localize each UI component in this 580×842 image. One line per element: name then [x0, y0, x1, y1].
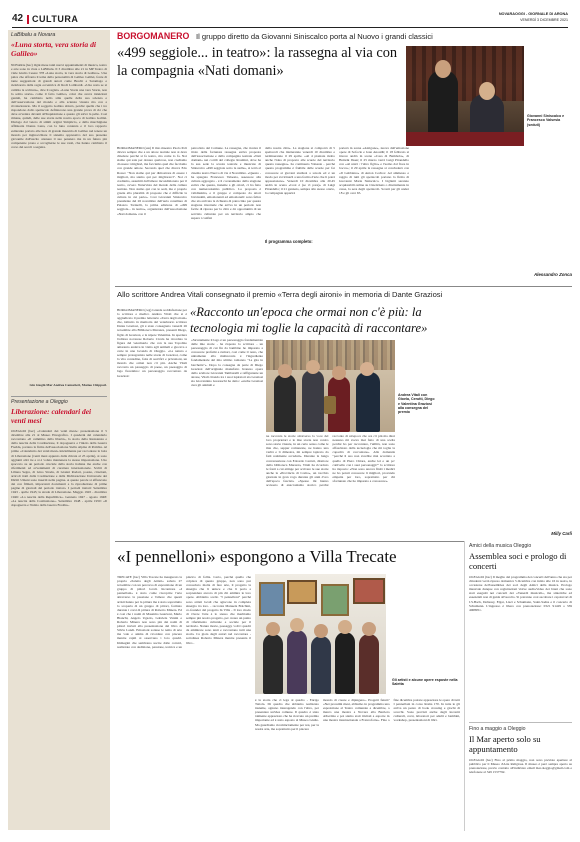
mid-story-photo — [266, 340, 395, 432]
mid-story-col-1: BORGOMANERO (ceg) Grande soddisfazione per lo scrittore e medico Andrea Vitali che si è aggiudicato il premio letterario «Terra degli aironi» che, istituito in memoria del veterinario scrittore Dante Graziosi, gli è stato consegnato venerdì 26 novembre alla Biblioteca Marazza, presenti Diego, figlio di Graziosi, e la nipote Valentina. In apertura l'editore novarese Roberto Cicala ha ricordato la figura del veterinario che con la sua Topolino amaranto andava in visita agli animali e giocava a carte in una locanda di Oleggio. «La natura e sempre protagonista nelle storie di Graziosi, come la vita contadina, fatta di sacrifici e privazioni, un mondo che ormai non c'è più. Anche Vitali racconta un passaggio di paese, un paesaggio di lago fiorentino: un personaggio raccontato da Graziosi: — [117, 308, 187, 378]
page-number: 42 — [12, 13, 24, 24]
right-sidebar-2-kicker: Fino a maggio a Oleggio — [469, 726, 526, 732]
issue-date: VENERDÌ 3 DICEMBRE 2021 — [520, 18, 568, 22]
photo-figure-4 — [356, 372, 380, 432]
bottom-story-title: «I pennelloni» espongono a Villa Trecate — [117, 547, 397, 566]
photo-heads — [278, 364, 292, 378]
top-story-col-5 — [413, 150, 483, 250]
photo-figure-2 — [302, 370, 324, 432]
section-label: CULTURA — [32, 14, 79, 24]
top-story-kicker: BORGOMANERO — [117, 31, 190, 41]
header-rule — [12, 27, 568, 28]
photo-painting-2 — [287, 580, 317, 604]
photo-curtain — [406, 46, 524, 101]
left-sidebar-2-body: OLEGGIO (bec) «Calendari dei venti mesi»: presentazione il 5 dicembre alle 21 al Museo Etnografico. I quaderni del calendario raccontano «Il cammino della libertà», la storia della Resistenza e della nascita della Costituzione, il dopoguerra e l'inizio della Guerra Fredda, portano la firma dell'associazione Stella Alpina di Pombia. Al primo «Calendario dei venti mesi» inizialmente per raccontare la lotta di Liberazione (venti mesi appunto dalla ritirata al 25 aprile), si sono aggiunti altri tre e si è voluto mantenere la stessa impostazione. Uno spaccato su un periodo cruciale della storia italiana ma anche con riferimenti ad avvenimenti di carattere internazionale. Scritti di Liliana Segre, di Gino Strada, di Gianni Rodari, poesie, citazioni, articoli tratti dalla Costituzione e dalla Dichiarazione Universale dei Diritti Umani sono inseriti nelle pagine. A queste parole si affiancano dei con filmati, importanti documenti e la riproduzione di prime pagine di giornali del periodo trattato. I periodi trattati: Settembre 1943 - aprile 1945; la strada di Liberazione. Maggio 1945 - dicembre 1946: «La nascita della Repubblica». Gennaio 1947 - agosto 1948: «La nascita della Costituzione». Settembre 1948 - aprile 1950: «Il dopoguerra e l'inizio della Guerra Fredda». — [11, 429, 107, 507]
top-story-subhead: Il gruppo diretto da Giovanni Siniscalco porta al Nuovo i grandi classici — [196, 32, 433, 41]
top-story-col-3 — [265, 146, 335, 284]
bottom-story-col-1: TRECATE (bec) Villa Trecate ha inaugurato la propria «Saletta degli Artisti» sabato 27 novembre con un percorso di esposizione di un gruppo di pittori locali. Incontrare «I pennelloni» è stato come riscoprire l'arte attraverso la passione e l'amore che questi artisti hanno per la pittura ma è stato soprattutto lo scoperta di un gruppo di pittori, formato durante i corsi di pittura di Roberto Minera. Ed è così che i nomi di Massimo Guarioni, Mario Bianchi, Angelo Ugazio, Gabriele Vanini e Roberto Minera non sono più dei nomi di pittori inviati alla presentazione del libro di Silvia Landi. Emozioni sottese le tema di arte ma vale e anima di ricordare con piacere mentre rapiti si osservano i loro quadri. Immagini che sembrano uscire dalle cornici, realizzate con dedizione, passione, tecnica e un pizzico di follia. Certo, perché quello che colpisce di questo gruppo, non sono pur conosciuto molta di fare arte, il progetto la sinergia che li unisce e che li porta a sorprendere ancora di più chi ammira le loro opere. Abbiamo scelto "I pennelloni" perché sono artisti locali che agiscono in completa sinergia tra loro. - racconta Manuela Bolchini, co-founder del progetto In Villa - Il loro modo di vivere l'arte è lo stesso che meritiamo sempre più nostro progetto, per creare un punto di riferimento culturale e sociale per il territorio. Nature morte, paesaggi, volti i quadri da ammirare sono tanti e raccontano tutti una storia. Ca gioia degli autori nel raccontare - sottolinea Roberto Minera mentre presenta il libro - — [117, 575, 251, 649]
left-sidebar-2-kicker: Presentazione a Oleggio — [11, 399, 68, 405]
bottom-story-photo-caption: Gli artisti e alcune opere esposte nella Saletta — [392, 678, 458, 687]
left-sidebar-kicker: LaBibalu a Novara — [11, 32, 56, 38]
newspaper-name: NOVARAOGGI - GIORNALE DI ARONA — [498, 12, 568, 16]
top-story-col-4: porterà in scena «Antigone», nuova dall'emozione opere di Sofocle e Jean Anouilh; il 18 febbraio si invece andrà in scena «Casa di Bambola», di Heinrik Ibsen; il 25 marzo verrà Luigi Pirandello con «Al unici / l'altro figlio» e l'uomo dal fiore in bocca»; il 29 aprile la rassegna si concluderà con «Il Gabbiano» di Anton Cechov. Ad ammesso e raggio di tutti gli spettacoli portano la firma di Giovanni Maria Siniscalco. I biglietti saranno acquistabili online su Cinetickets o direttamente in cassa, la sera degli spettacoli. Sconti per gli under 18 e gli over 65. — [339, 146, 409, 196]
mid-story-kicker: Allo scrittore Andrea Vitali consegnato il premio «Terra degli aironi» in memoria di Dante Graziosi — [117, 290, 443, 299]
mid-story-title: «Racconto un'epoca che ormai non c'è più: la tecnologia mi toglie la capacità di raccontare» — [190, 305, 428, 335]
left-sidebar-separator — [11, 396, 107, 397]
right-sidebar-body: OLEGGIO (bec) Il meglio del programma dei concerti dell'anno che sta per chiudersi verrà ripreso domenica 5 dicembre con inizio alle 16 in teatro, in occasione dell'assemblea dei soci degli Amici della musica. Prologo musicale dunque con registrazioni visive audio/video dei brani che sono stati eseguiti nei concerti dei «Venerdì musicali», ma sintetiche ed essenziali non di guida all'ascolto. Si potranno così ascoltare i capolavori di J.S.Bach, Debussy, Elgar, Liszt e Schumann, Saint-Saëns e il concerto di Schumann. L'ingresso è libero con prenotazione: 0321 91429 o 339 4068951. — [469, 575, 572, 612]
photo-artist-1 — [263, 634, 283, 694]
photo-seats — [406, 132, 524, 146]
photo-artist-4 — [335, 632, 355, 694]
top-story-photo-caption: Giovanni Siniscalco e Francesco Valsesia (seduti) — [527, 114, 565, 127]
mid-story-col-3: ne racconta le storie attraverso la voce del loro proprietari e le mie storie non contro sono storie vissute, in un certo senso come le mie che, seppur romanzate, ne hanno una verità e li dimostra, mi sempre ispirato da fatti realmente accaduti». Durante la lunga conversazione con Edoardo Cerruti, direttore della biblioteca Marazza, Vitali ha ricordato le fonti a cui attinge per scrivere le sue storie anche la «Provincia di Como», un vecchio giornale in gran voga durante gli anni d'oro dell'epoca fascista. «Spesso mi hanno accusato di anacronismo storico perché racconto di un'epoca che ora c'è più ma direi nessuno mi aveva mai fatto di una scelta perché ho per raccontare, l'utilità, non sono affascinato dalla tecnologia che mi toglie la capacità di raccontare». Alla domanda "perché il suo non avrebbe mai accettato a quello di Piero Chiara, anche lei e un po' cattivello con i suoi personaggi?" lo scrittore ha risposto: «Non sono ancora finiti i medici ne ho potuti conoscere li migliori, provando empatia per loro, soprattutto per chi sfortunato che ho imparato a conoscere». — [266, 434, 395, 488]
left-sidebar-title: «Luna storta, vera storia di Galileo» — [11, 40, 97, 58]
bottom-story-col-2: è la storia che ci lega al quadro - Enrigo Tattola. Di quadro che abbiamo realizzato insieme, ognuno interagendo con l'altro, per presentare un'idea comune. Il quadro è stato talmente apprezzato che ha ricevuto un premio importante ed è stato esposto al Museo Giulio. Ma guardiamo ricominciamente per noi, per la nostra arte, ma soprattutto per il piacere — [255, 698, 319, 731]
right-sidebar-2-body: OLEGGIO (bec) Fino al primo maggio, non sono previste aperture al pubblico per il Museo d'Arte Religiosa. Il museo è però sempre aperto su prenotazione, previo contatto all'indirizzo email mar.oleggio@gmail.com e telefonare al 349 1537792. — [469, 758, 572, 775]
photo-figure-1 — [274, 374, 296, 432]
right-sidebar-2-title: Il Mar aperto solo su appuntamento — [469, 734, 541, 754]
left-sidebar-2-title: Liberazione: calendari dei venti mesi — [11, 407, 92, 425]
photo-painting-4 — [353, 578, 385, 604]
top-story-photo — [406, 46, 524, 146]
photo-artist-3 — [311, 636, 331, 694]
right-sidebar-title: Assemblea soci e prologo di concerti — [469, 551, 567, 571]
photo-artist-5 — [359, 634, 379, 694]
top-story-col-3-text: della nostra città». La stagione si comporrà di 5 spettacoli che inizieranno venerdì 10 dicembre e termineranno il 29 aprile. «Al 4 piantate molto anche l'idea di proporre alle scuole del territorio questa rassegna». ha continuato Valsesia - perché questa programma è fruibile dalle scuole per far conoscere ai giovani studiosi a scuola ed è un modo per avvicinarli a una forma d'arte che li potrà appassionare». Venerdì 10 dicembre alle 20.45 andrà in scena «Così è (se vi pare)» di Luigi Pirandello; il 21 gennaio, sempre allo stesso orario, la compagnia apparirà — [265, 146, 335, 196]
photo-head-seated — [479, 82, 495, 100]
bottom-story-col-3: mondo di creare e dipingere». Progetti futuri? «Nei prossimi mesi, abbiamo in programma una esposizione al Teatro comunale a dicembre, a marzo una mostra a Novara alla Barriera Albertina e poi siamo stati invitati a esporre in una mostra internazionale a Francoforte». Fino a fine dicembre potrete apprezzare le opere di tutti I pennelloni in corso Roma 170. In tutte le gli arriva un pezzo di book crossing e giochi di scacchi. Sono previsti anche degli incontri culturali, corsi, laboratori per adulti e bambini, workshop, presentazioni di libri. — [323, 698, 460, 723]
mid-story-photo-caption: Andrea Vitali con Gioela, Cerutti, Diego e Valentina Graziosi alla consegna del premio — [398, 393, 435, 415]
header-divider — [27, 15, 29, 24]
rule-top-story — [115, 286, 572, 287]
rule-mid-story — [115, 541, 465, 542]
page-header — [0, 13, 580, 25]
photo-painting-1 — [259, 582, 285, 616]
top-story-col-2: patrocinio del Comune. La rassegna, che riceiza il titolo della fortunata rassegna estiva proposta dall'associazione e dalla compagnia teatrale «Nati domani» nei cortili del collegio Rosmini, dove ha la sua sede la scuola teatrale e musicale di Siniscalco «499 seggiole sotto le stelle», si terrà al cinema teatro Nuovo di via 4 Novembre. «Questo - ha spiegato Francesco Valsesia, assessore alla cultura aggregato - è il coronamento della stagione estiva che questa, insieme a gli ottavi, ci ha fatto con numerosissimo pubblico. La proposta è validissima, e il gruppo è composto da attori bravissimi, emozionanti ed emozionali: sono felice che sia arrivata la richiesta di patrocinio per questa stagione invernale che arriva in un periodo non facile di ripresa per la città e dà opportunità di un servizio culturale per un territorio ampio che supera i confini — [191, 146, 261, 220]
photo-head-standing — [435, 60, 451, 78]
top-story-title: «499 seggiole... in teatro»: la rassegna al via con la compagnia «Nati domani» — [117, 45, 398, 79]
left-sidebar-body: NOVARA (bec) Ogni mese tanti nuovi appuntamenti di musica, teatro e arte sono in vista a LaBibalu. Il 3 dicembre alle 21 in MP Teatro di viale Giulio Cesare 378 «Luna storta, la vera storia di Galileo». Una pièce che affronta il tema della personalità di Galileo Galilei, fonte di tante suggestioni di grandi autori come Brecht e Saramago e rielaborata dalla regia eccentrica di Rodi Lombardi. «Una resta se si cambia la scrittura», dice il regista. «Luna Storta una vera Storia, non la solita storia» come il fatto Galileo, colui che aveva intuizioni geniali, ha cambiato nello stile quelle della sua scienza e dell'osservazione del mondo e alla scienza vissuta ma con a rivoluzionario. Ma il soggetto Galileo abiurò, perché quella che i tre rispondono dallo spettacolo definiscono una grande prova di ciò che deve avvenire davanti all'Inquisizione e questo gli salvò la pelle. Così rimane, quindi, delle sue storie nella nostra epoca di Galileo Galilei. Dialogo dal vetero di simili origini Simplicio, e dalla marchigiana affittuaria Donna Luna, con la luna contenta e il loro rapporto esilarante portato alle luce di grande maestria di Galileo nel tenere un mondo per inginocchiare il sistema oppressivo del suo presente giovanile dall'uscito ottenere il suo pensiero ma in un futuro più competente prono e accoglierne le sue vesti, che hanno cambiato il corso dei secoli a seguire. — [11, 63, 107, 149]
photo-artist-heads — [266, 622, 280, 636]
left-sidebar-authors: Andrea Camarieri, Matteo Chippari. — [53, 383, 107, 387]
left-sidebar-byline-name: Gin Gioglà Mar — [29, 383, 53, 387]
photo-painting-3 — [321, 584, 349, 616]
right-sidebar-kicker: Amici della musica Oleggio — [469, 543, 532, 549]
mid-story-col-4 — [440, 318, 512, 530]
left-sidebar-byline — [11, 383, 107, 392]
rule-right-sidebar — [464, 541, 465, 831]
right-sidebar-separator — [469, 722, 572, 723]
bottom-story-photo — [255, 574, 386, 694]
top-story-col-1: BORGOMANERO (ssn) Il mio maestro Paolo Poli diceva sempre che a un attore teatrale non si deve chiedere perché si fa teatro, ma come lo fa. Noi siamo qui sale per donare qualcosa, non crediamo di essere i migliori, ma facciamo quel che facciamo con grande amore. Secondo quel che diceva Edo Rosso: "Non siamo qui per dimostrare di essere i migliori, ma siamo qui per migliorarci". Noi ci crediamo, assumiti dall'amore incondizionato per il teatro, ovvero l'intervista del mondo delle culture teatrale. Non siamo qui con le sedi, ma è proprio grazie alla pluralità di proposte che è difficile la cultura in cui parte». Così Giovanni Siniscalco presidente del 26 novembre dell'aula consiliare di Palazzo Tornielli, la prima edizione di «499 seggiole... in teatro», organizzata dall'associazione «Nati domani» con il — [117, 146, 187, 216]
mid-story-col-2: «Sicuramente il lago è un personaggio fondamentale delle mie storie - ha risposto lo scrittore - un personaggio di cui fin da bambino ho imparato a conoscere profumi e rumori, così come il resto, che unitamente alla malinconia è l'ingrediente fondamentale del mio ultimo romanzo "La gita in barchetta"». Dopo la consegna da parte di Diego Graziosi dell'originale manufatto bronzeo opera dello scultore Giovanni Tamburelli e raffigurante un airone, Vitali citando tra i suoi ispiratori sia Graziosi sia Giovannino Guareschi ha detto: «anche Graziosi cura gli animali e — [191, 338, 263, 388]
photo-trophy — [324, 396, 336, 414]
photo-artist-2 — [287, 630, 307, 694]
mid-story-author: Milly Carli — [551, 531, 572, 536]
top-story-program-heading: Il programma completo: — [265, 239, 335, 244]
top-story-author: Alessandro Zonca — [533, 272, 572, 277]
